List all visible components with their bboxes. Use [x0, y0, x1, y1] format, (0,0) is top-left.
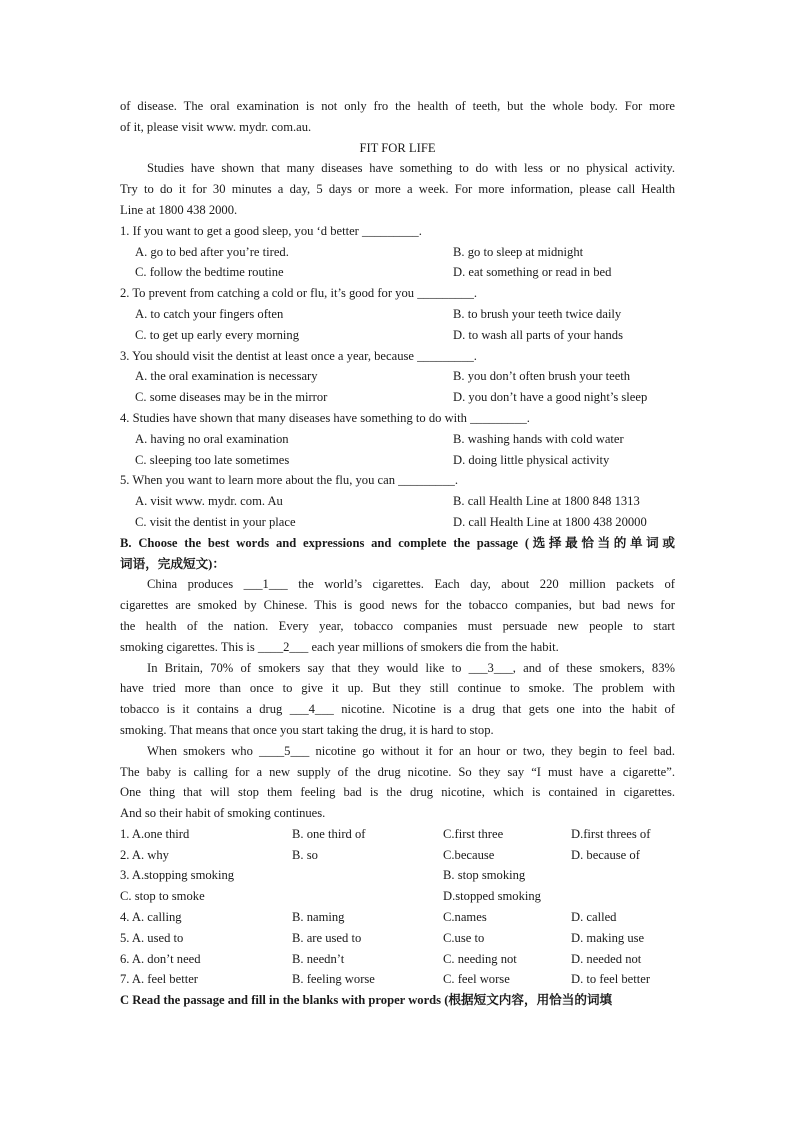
option-b[interactable]: B. washing hands with cold water [453, 431, 624, 446]
option-a[interactable]: A. the oral examination is necessary [135, 369, 318, 384]
choice-option[interactable]: B. feeling worse [292, 972, 375, 987]
question-option-row [120, 512, 675, 533]
option-a[interactable]: A. to catch your fingers often [135, 306, 284, 321]
fit-line-2: Try to do it for 30 minutes a day, 5 days or more a week. For more information, please call Health [120, 182, 675, 197]
choice-option[interactable]: 3. A.stopping smoking [120, 868, 235, 883]
choice-row [120, 928, 675, 949]
choice-option[interactable]: B. one third of [292, 826, 366, 841]
choice-row [120, 865, 675, 886]
choice-option[interactable]: D. making use [571, 930, 645, 945]
option-d[interactable]: D. to wash all parts of your hands [453, 327, 623, 342]
question-option-row [120, 242, 675, 263]
choice-option[interactable]: C. needing not [443, 951, 517, 966]
choice-row [120, 949, 675, 970]
option-c[interactable]: C. visit the dentist in your place [135, 514, 296, 529]
passage-p2-line-1: In Britain, 70% of smokers say that they would like to ___3___, and of these smokers, 83% [147, 660, 675, 675]
choice-option[interactable]: B. so [292, 847, 318, 862]
option-d[interactable]: D. call Health Line at 1800 438 20000 [453, 514, 647, 529]
choice-option[interactable]: 6. A. don’t need [120, 951, 201, 966]
option-c[interactable]: C. sleeping too late sometimes [135, 452, 290, 467]
choice-option[interactable]: D. to feel better [571, 972, 651, 987]
fit-for-life-title: FIT FOR LIFE [359, 140, 436, 155]
part-a-questions [120, 221, 675, 533]
choice-option[interactable]: D.stopped smoking [443, 889, 541, 904]
question-option-row [120, 491, 675, 512]
choice-row [120, 969, 675, 990]
option-c[interactable]: C. some diseases may be in the mirror [135, 390, 328, 405]
question-stem: 2. To prevent from catching a cold or flu, it’s good for you _________. [120, 286, 478, 301]
choice-option[interactable]: C.because [443, 847, 495, 862]
intro-line-2: of it, please visit www. mydr. com.au. [120, 119, 312, 134]
passage-p3-line-3: One thing that will stop them feeling bad is the drug nicotine, which is contained in cigarettes. [120, 785, 675, 800]
option-c[interactable]: C. to get up early every morning [135, 327, 300, 342]
choice-row [120, 907, 675, 928]
passage-p1-line-3: the health of the nation. Every year, tobacco companies must persuade new people to start [120, 618, 675, 633]
choice-option[interactable]: C.first three [443, 826, 504, 841]
choice-option[interactable]: 2. A. why [120, 847, 169, 862]
question-stem: 3. You should visit the dentist at least once a year, because _________. [120, 348, 477, 363]
passage-p2-line-3: tobacco is it contains a drug ___4___ nicotine. Nicotine is a drug that gets one into the habit of [120, 702, 675, 717]
option-a[interactable]: A. having no oral examination [135, 431, 289, 446]
passage-p2-line-4: smoking. That means that once you start taking the drug, it is hard to stop. [120, 722, 494, 737]
question-option-row [120, 366, 675, 387]
question-option-row [120, 387, 675, 408]
passage-p3-line-2: The baby is calling for a new supply of the drug nicotine. So they say “I must have a cigarette”. [120, 764, 675, 779]
option-d[interactable]: D. doing little physical activity [453, 452, 610, 467]
choice-option[interactable]: B. naming [292, 910, 345, 925]
passage-p1-line-2: cigarettes are smoked by Chinese. This is good news for the tobacco companies, but bad news for [120, 598, 675, 613]
question-option-row [120, 429, 675, 450]
passage-p1-line-1: China produces ___1___ the world’s cigarettes. Each day, about 220 million packets of [147, 577, 675, 592]
option-d[interactable]: D. eat something or read in bed [453, 265, 612, 280]
choice-option[interactable]: C. stop to smoke [120, 889, 205, 904]
choice-option[interactable]: C.names [443, 910, 487, 925]
part-b-options [120, 824, 675, 990]
option-a[interactable]: A. visit www. mydr. com. Au [135, 494, 283, 509]
question-stem: 4. Studies have shown that many diseases have something to do with _________. [120, 410, 530, 425]
choice-option[interactable]: 7. A. feel better [120, 972, 198, 987]
option-d[interactable]: D. you don’t have a good night’s sleep [453, 390, 648, 405]
option-a[interactable]: A. go to bed after you’re tired. [135, 244, 289, 259]
option-b[interactable]: B. call Health Line at 1800 848 1313 [453, 494, 640, 509]
part-b-heading-line-1: B. Choose the best words and expressions and complete the passage (选择最恰当的单词或 [120, 535, 675, 550]
choice-option[interactable]: C. feel worse [443, 972, 510, 987]
option-b[interactable]: B. go to sleep at midnight [453, 244, 584, 259]
passage-p3-line-4: And so their habit of smoking continues. [120, 806, 326, 821]
intro-line-1: of disease. The oral examination is not only fro the health of teeth, but the whole body. For more [120, 99, 675, 113]
choice-option[interactable]: D.first threes of [571, 826, 651, 841]
passage-p2-line-2: have tried more than once to give it up. But they still continue to smoke. The problem with [120, 681, 675, 696]
question-option-row [120, 262, 675, 283]
question-option-row [120, 304, 675, 325]
fit-line-3: Line at 1800 438 2000. [120, 202, 238, 217]
question-stem: 5. When you want to learn more about the flu, you can _________. [120, 473, 458, 488]
option-b[interactable]: B. to brush your teeth twice daily [453, 306, 622, 321]
choice-option[interactable]: C.use to [443, 930, 485, 945]
choice-option[interactable]: D. called [571, 910, 617, 925]
option-b[interactable]: B. you don’t often brush your teeth [453, 369, 631, 384]
choice-option[interactable]: 5. A. used to [120, 930, 184, 945]
option-c[interactable]: C. follow the bedtime routine [135, 265, 284, 280]
choice-row [120, 845, 675, 866]
passage-p3-line-1: When smokers who ____5___ nicotine go without it for an hour or two, they begin to feel bad. [147, 743, 675, 758]
choice-row [120, 886, 675, 907]
choice-option[interactable]: 1. A.one third [120, 826, 190, 841]
part-c-heading: C Read the passage and fill in the blanks with proper words (根据短文内容，用恰当的词填 [120, 993, 613, 1008]
choice-option[interactable]: D. because of [571, 847, 640, 862]
choice-option[interactable]: B. needn’t [292, 951, 345, 966]
choice-option[interactable]: B. are used to [292, 930, 362, 945]
question-option-row [120, 450, 675, 471]
choice-option[interactable]: B. stop smoking [443, 868, 526, 883]
question-stem: 1. If you want to get a good sleep, you ‘d better _________. [120, 223, 422, 238]
fit-line-1: Studies have shown that many diseases have something to do with less or no physical activity. [147, 161, 675, 176]
choice-option[interactable]: 4. A. calling [120, 910, 182, 925]
part-b-heading-line-2: 词语，完成短文)： [120, 556, 225, 571]
choice-option[interactable]: D. needed not [571, 951, 642, 966]
worksheet-page [120, 96, 675, 1011]
passage-p1-line-4: smoking cigarettes. This is ____2___ each year millions of smokers die from the habit. [120, 639, 559, 654]
choice-row [120, 824, 675, 845]
question-option-row [120, 325, 675, 346]
